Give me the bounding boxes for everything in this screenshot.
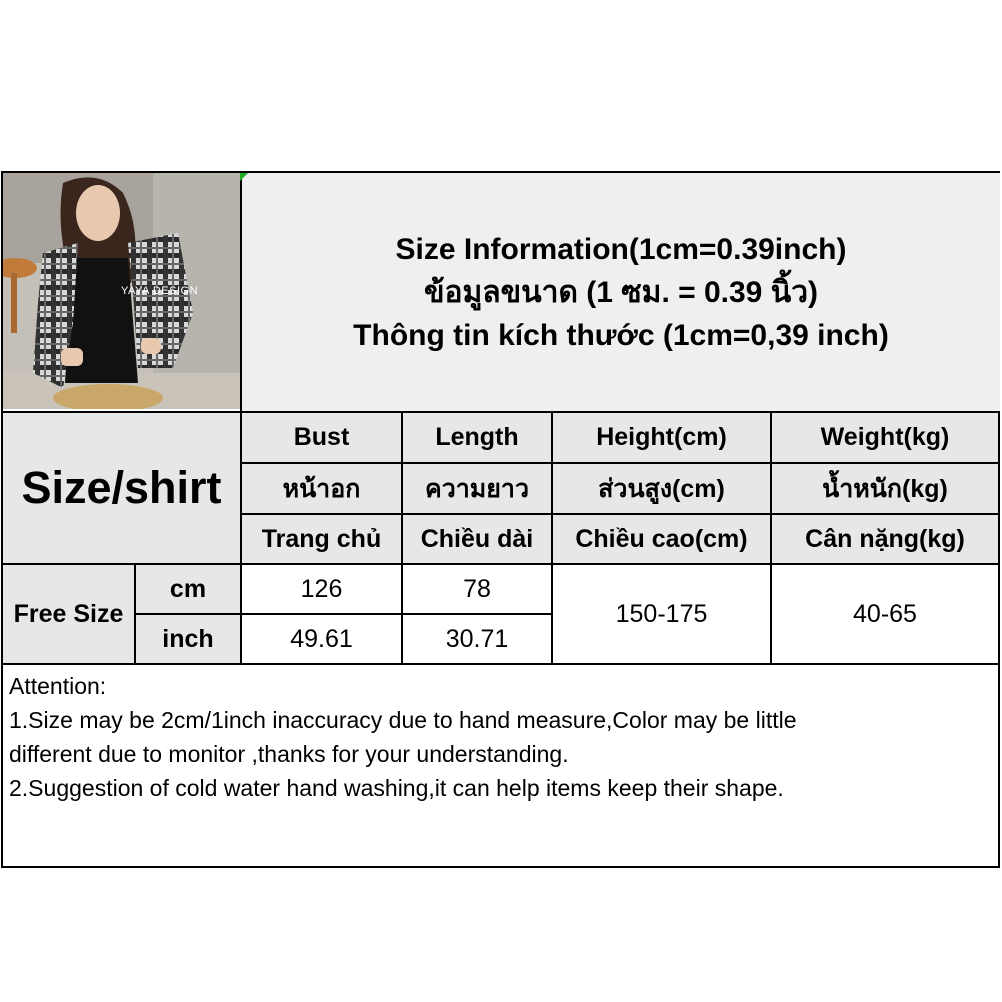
unit-cm-label: cm bbox=[134, 563, 240, 613]
weight-range-value: 40-65 bbox=[770, 563, 998, 663]
header-length-vi: Chiều dài bbox=[401, 513, 551, 563]
attention-notes bbox=[3, 663, 998, 866]
unit-inch-label: inch bbox=[134, 613, 240, 663]
product-photo bbox=[3, 173, 240, 409]
header-weight-vi: Cân nặng(kg) bbox=[770, 513, 998, 563]
header-length-en: Length bbox=[401, 411, 551, 462]
watermark-text: YAYA DESIGN bbox=[121, 285, 199, 297]
title-vietnamese: Thông tin kích thước (1cm=0,39 inch) bbox=[353, 318, 889, 352]
title-thai: ข้อมูลขนาด (1 ซม. = 0.39 นิ้ว) bbox=[423, 275, 819, 309]
title-english: Size Information(1cm=0.39inch) bbox=[395, 232, 847, 266]
header-bust-th: หน้าอก bbox=[240, 462, 401, 513]
header-bust-en: Bust bbox=[240, 411, 401, 462]
header-weight-en: Weight(kg) bbox=[770, 411, 998, 462]
title-panel bbox=[240, 173, 1000, 411]
header-weight-th: น้ำหนัก(kg) bbox=[770, 462, 998, 513]
bust-inch-value: 49.61 bbox=[240, 613, 401, 663]
notes-line-2: different due to monitor ,thanks for your understanding. bbox=[9, 741, 569, 767]
height-range-value: 150-175 bbox=[551, 563, 770, 663]
notes-heading: Attention: bbox=[9, 673, 107, 699]
notes-line-3: 2.Suggestion of cold water hand washing,it can help items keep their shape. bbox=[9, 775, 784, 801]
corner-marker-icon bbox=[240, 173, 248, 181]
header-height-vi: Chiều cao(cm) bbox=[551, 513, 770, 563]
bust-cm-value: 126 bbox=[240, 563, 401, 613]
row-label-free-size: Free Size bbox=[3, 563, 134, 663]
size-chart bbox=[1, 171, 1000, 868]
length-cm-value: 78 bbox=[401, 563, 551, 613]
header-length-th: ความยาว bbox=[401, 462, 551, 513]
header-height-en: Height(cm) bbox=[551, 411, 770, 462]
notes-line-1: 1.Size may be 2cm/1inch inaccuracy due to hand measure,Color may be little bbox=[9, 707, 797, 733]
length-inch-value: 30.71 bbox=[401, 613, 551, 663]
header-bust-vi: Trang chủ bbox=[240, 513, 401, 563]
size-shirt-label: Size/shirt bbox=[3, 411, 240, 563]
header-height-th: ส่วนสูง(cm) bbox=[551, 462, 770, 513]
